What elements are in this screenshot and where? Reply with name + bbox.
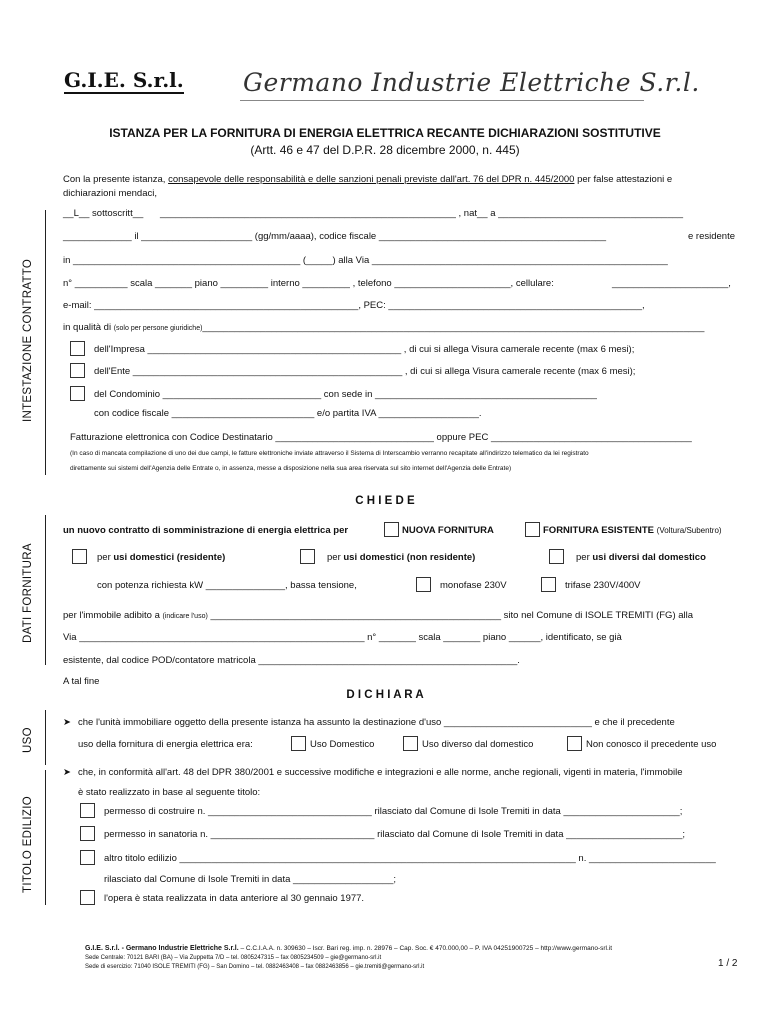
dichiara-heading: D I C H I A R A bbox=[346, 689, 424, 701]
conformita-arrow: ➤ bbox=[63, 767, 71, 778]
nato-a-field[interactable]: ________________________________________________________ , nat__ a ___________________________________ bbox=[160, 208, 684, 219]
monofase-label: monofase 230V bbox=[440, 580, 507, 591]
fatturazione-note-2: direttamente sui sistemi dell'Agenzia delle Entrate o, in assenza, messe a disposizione nella sua area riservata sul sito internet dell'Agenzia delle Entrate) bbox=[70, 465, 512, 472]
altro-titolo-checkbox[interactable] bbox=[80, 850, 95, 865]
monofase-checkbox[interactable] bbox=[416, 577, 431, 592]
usi-domestici-non-residente-checkbox[interactable] bbox=[300, 549, 315, 564]
footer-sede-esercizio: Sede di esercizio: 71040 ISOLE TREMITI (FG) – San Domino – tel. 0882463408 – fax 0882463856 – gie.tremiti@germano-srl.it bbox=[85, 964, 425, 970]
ente-field[interactable]: dell'Ente ___________________________________________________ , di cui si allega Visura camerale recente (max 6 mesi); bbox=[94, 366, 636, 377]
data-cf-field[interactable]: _____________ il _____________________ (gg/mm/aaaa), codice fiscale ___________________________________________ bbox=[63, 231, 607, 242]
codice-fiscale-iva-field[interactable]: con codice fiscale ___________________________ e/o partita IVA ___________________. bbox=[94, 408, 482, 419]
section-label-dati-fornitura: DATI FORNITURA bbox=[22, 543, 34, 643]
footer-company: G.I.E. S.r.l. - Germano Industrie Elettriche S.r.l. – C.C.I.A.A. n. 309630 – Iscr. Bari reg. imp. n. 28976 – Cap. Soc. € 470.000,00 – P. IVA 04251900725 – http://www.germano-srl.it bbox=[85, 945, 613, 952]
section-bar-uso bbox=[45, 710, 46, 765]
header-divider bbox=[240, 100, 644, 101]
cellulare-field[interactable]: ______________________, bbox=[612, 278, 731, 289]
pod-field[interactable]: esistente, dal codice POD/contatore matricola _________________________________________________. bbox=[63, 655, 520, 666]
uso-diverso-checkbox[interactable] bbox=[403, 736, 418, 751]
nuova-fornitura-label: NUOVA FORNITURA bbox=[402, 525, 494, 536]
intro-line-1: Con la presente istanza, consapevole delle responsabilità e delle sanzioni penali previste dall'art. 76 del DPR n. 445/2000 per false attestazioni e bbox=[63, 174, 673, 185]
section-bar-titolo-edilizio bbox=[45, 770, 46, 905]
altro-titolo-field[interactable]: altro titolo edilizio ___________________________________________________________________________ n. ________________________ bbox=[104, 853, 716, 864]
destinazione-uso-field[interactable]: che l'unità immobiliare oggetto della presente istanza ha assunto la destinazione d'uso ____________________________ e che il precedente bbox=[78, 717, 675, 728]
trifase-label: trifase 230V/400V bbox=[565, 580, 641, 591]
condominio-checkbox[interactable] bbox=[70, 386, 85, 401]
uso-precedente-label: uso della fornitura di energia elettrica era: bbox=[78, 739, 253, 750]
footer-sede-centrale: Sede Centrale: 70121 BARI (BA) – Via Zuppetta 7/D – tel. 0805247315 – fax 0805234509 – gie@germano-srl.it bbox=[85, 955, 382, 961]
condominio-field[interactable]: del Condominio ______________________________ con sede in __________________________________________ bbox=[94, 389, 597, 400]
section-bar-intestazione bbox=[45, 210, 46, 475]
usi-diversi-label: per usi diversi dal domestico bbox=[576, 552, 706, 563]
trifase-checkbox[interactable] bbox=[541, 577, 556, 592]
anteriore-1977-checkbox[interactable] bbox=[80, 890, 95, 905]
usi-diversi-checkbox[interactable] bbox=[549, 549, 564, 564]
fatturazione-field[interactable]: Fatturazione elettronica con Codice Destinatario ______________________________ oppure PEC ______________________________________ bbox=[70, 432, 692, 443]
conformita-text-2: è stato realizzato in base al seguente titolo: bbox=[78, 787, 261, 798]
uso-domestico-checkbox[interactable] bbox=[291, 736, 306, 751]
usi-domestici-residente-checkbox[interactable] bbox=[72, 549, 87, 564]
residenza-field[interactable]: in ___________________________________________ (_____) alla Via ________________________________________________________ bbox=[63, 255, 668, 266]
sanatoria-field[interactable]: permesso in sanatoria n. _______________________________ rilasciato dal Comune di Isole Tremiti in data ______________________; bbox=[104, 829, 685, 840]
altro-titolo-data-field[interactable]: rilasciato dal Comune di Isole Tremiti in data ___________________; bbox=[104, 874, 397, 885]
indirizzo-telefono-field[interactable]: n° __________ scala _______ piano _________ interno _________ , telefono ______________________, cellulare: bbox=[63, 278, 554, 289]
e-residente-label: e residente bbox=[688, 231, 736, 242]
conformita-text-1: che, in conformità all'art. 48 del DPR 380/2001 e successive modifiche e integrazioni e alle norme, anche regionali, vigenti in materia, l'immobile bbox=[78, 767, 683, 778]
ente-checkbox[interactable] bbox=[70, 363, 85, 378]
impresa-checkbox[interactable] bbox=[70, 341, 85, 356]
contract-label: un nuovo contratto di somministrazione di energia elettrica per bbox=[63, 525, 349, 536]
permesso-costruire-checkbox[interactable] bbox=[80, 803, 95, 818]
chiede-heading: C H I E D E bbox=[355, 495, 415, 507]
usi-domestici-residente-label: per usi domestici (residente) bbox=[97, 552, 226, 563]
in-qualita-di-field[interactable]: in qualità di (solo per persone giuridiche)_______________________________________________________________________________________________ bbox=[63, 322, 705, 333]
company-logo: G.I.E. S.r.l. bbox=[64, 68, 184, 92]
impresa-field[interactable]: dell'Impresa ________________________________________________ , di cui si allega Visura camerale recente (max 6 mesi); bbox=[94, 344, 635, 355]
anteriore-1977-label: l'opera è stata realizzata in data anteriore al 30 gennaio 1977. bbox=[104, 893, 365, 904]
uso-domestico-label: Uso Domestico bbox=[310, 739, 375, 750]
non-conosco-label: Non conosco il precedente uso bbox=[586, 739, 717, 750]
uso-diverso-label: Uso diverso dal domestico bbox=[422, 739, 534, 750]
via-field[interactable]: Via ______________________________________________________ n° _______ scala _______ piano ______, identificato, se già bbox=[63, 632, 622, 643]
sottoscritto-field[interactable]: __L__ sottoscritt__ bbox=[63, 208, 144, 219]
section-label-titolo-edilizio: TITOLO EDILIZIO bbox=[22, 796, 34, 893]
potenza-field[interactable]: con potenza richiesta kW _______________, bassa tensione, bbox=[97, 580, 357, 591]
intro-line-2: dichiarazioni mendaci, bbox=[63, 188, 157, 199]
company-name-script: Germano Industrie Elettriche S.r.l. bbox=[243, 68, 700, 97]
uso-arrow: ➤ bbox=[63, 717, 71, 728]
page-number: 1 / 2 bbox=[718, 958, 738, 969]
nuova-fornitura-checkbox[interactable] bbox=[384, 522, 399, 537]
form-subtitle: (Artt. 46 e 47 del D.P.R. 28 dicembre 2000, n. 445) bbox=[250, 143, 520, 157]
non-conosco-checkbox[interactable] bbox=[567, 736, 582, 751]
fatturazione-note-1: (In caso di mancata compilazione di uno dei due campi, le fatture elettroniche inviate attraverso il Sistema di Interscambio verranno recapitate all'indirizzo telematico da lei registrato bbox=[70, 450, 589, 457]
section-label-uso: USO bbox=[22, 727, 34, 753]
section-label-intestazione: INTESTAZIONE CONTRATTO bbox=[22, 258, 34, 422]
permesso-costruire-field[interactable]: permesso di costruire n. _______________________________ rilasciato dal Comune di Isole Tremiti in data ______________________; bbox=[104, 806, 683, 817]
immobile-field[interactable]: per l'immobile adibito a (indicare l'uso) _______________________________________________________ sito nel Comune di ISOLE TREMITI (FG) alla bbox=[63, 610, 694, 621]
fornitura-esistente-checkbox[interactable] bbox=[525, 522, 540, 537]
a-tal-fine-label: A tal fine bbox=[63, 676, 100, 687]
form-title: ISTANZA PER LA FORNITURA DI ENERGIA ELETTRICA RECANTE DICHIARAZIONI SOSTITUTIVE bbox=[109, 126, 661, 140]
fornitura-esistente-label: FORNITURA ESISTENTE (Voltura/Subentro) bbox=[543, 525, 722, 536]
section-bar-dati-fornitura bbox=[45, 515, 46, 665]
sanatoria-checkbox[interactable] bbox=[80, 826, 95, 841]
email-pec-field[interactable]: e-mail: __________________________________________________, PEC: ________________________________________________, bbox=[63, 300, 645, 311]
usi-domestici-non-residente-label: per usi domestici (non residente) bbox=[327, 552, 476, 563]
